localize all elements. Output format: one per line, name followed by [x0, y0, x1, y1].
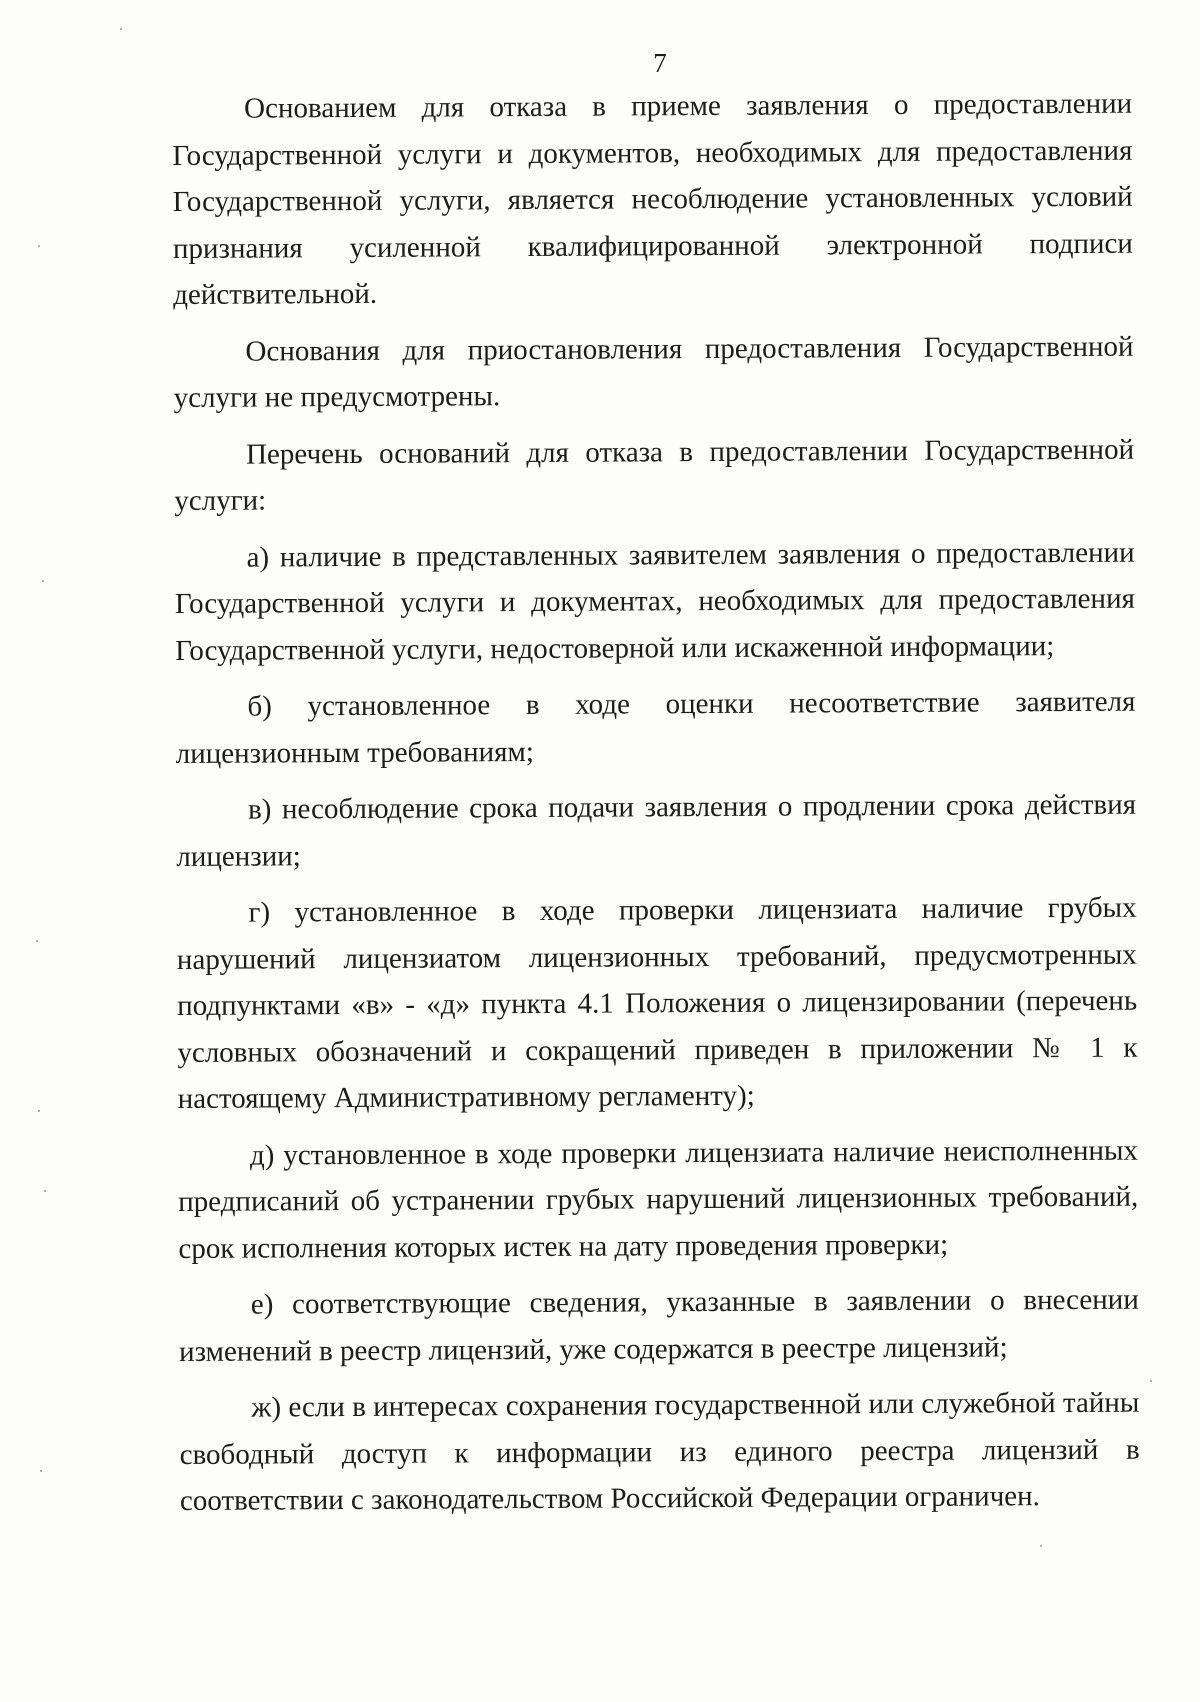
page-number: 7: [653, 48, 667, 78]
list-item-zh: ж) если в интересах сохранения государственной или служебной тайны свободный доступ к информации из единого реестра лицензий в соответствии с законодательством Российской Федерации ограничен.: [179, 1386, 1140, 1517]
list-item-a: а) наличие в представленных заявителем заявления о предоставлении Государственной услуги и документах, необходимых для предоставления Государственной услуги, недостоверной или искаженной информации;: [174, 536, 1135, 667]
scan-speck: [1040, 1545, 1042, 1547]
paragraph-refusal-list-intro: Перечень оснований для отказа в предоставлении Государственной услуги:: [174, 433, 1135, 517]
paragraph-refusal-reception: Основанием для отказа в приеме заявления о предоставлении Государственной услуги и документов, необходимых для предоставления Государственной услуги, является несоблюдение установленных условий признания усиленной квалифицированной электронной подписи действительной.: [172, 87, 1133, 311]
list-item-e: е) соответствующие сведения, указанные в заявлении о внесении изменений в реестр лицензий, уже содержатся в реестре лицензий;: [178, 1283, 1139, 1368]
scan-speck: [120, 28, 122, 30]
scan-speck: [36, 940, 38, 942]
list-item-b: б) установленное в ходе оценки несоответствие заявителя лицензионным требованиям;: [175, 685, 1136, 770]
list-item-v: в) несоблюдение срока подачи заявления о продлении срока действия лицензии;: [176, 788, 1137, 873]
paragraph-suspension: Основания для приостановления предоставления Государственной услуги не предусмотрены.: [173, 330, 1134, 414]
scan-speck: [38, 1110, 40, 1112]
scan-speck: [38, 245, 40, 247]
scan-speck: [40, 1470, 42, 1472]
scan-speck: [42, 580, 44, 582]
list-item-d: д) установленное в ходе проверки лицензиата наличие неисполненных предписаний об устранении грубых нарушений лицензионных требований, срок исполнения которых истек на дату проведения проверки;: [178, 1134, 1139, 1265]
document-body: [172, 81, 1140, 1535]
scan-speck: [44, 1190, 46, 1192]
list-item-g: г) установленное в ходе проверки лицензиата наличие грубых нарушений лицензиатом лицензионных требований, предусмотренных подпунктами «в» - «д» пункта 4.1 Положения о лицензировании (перечень условных обозначений и сокращений приведен в приложении № 1 к настоящему Административному регламенту);: [176, 891, 1138, 1115]
scan-speck: [1150, 1380, 1152, 1382]
